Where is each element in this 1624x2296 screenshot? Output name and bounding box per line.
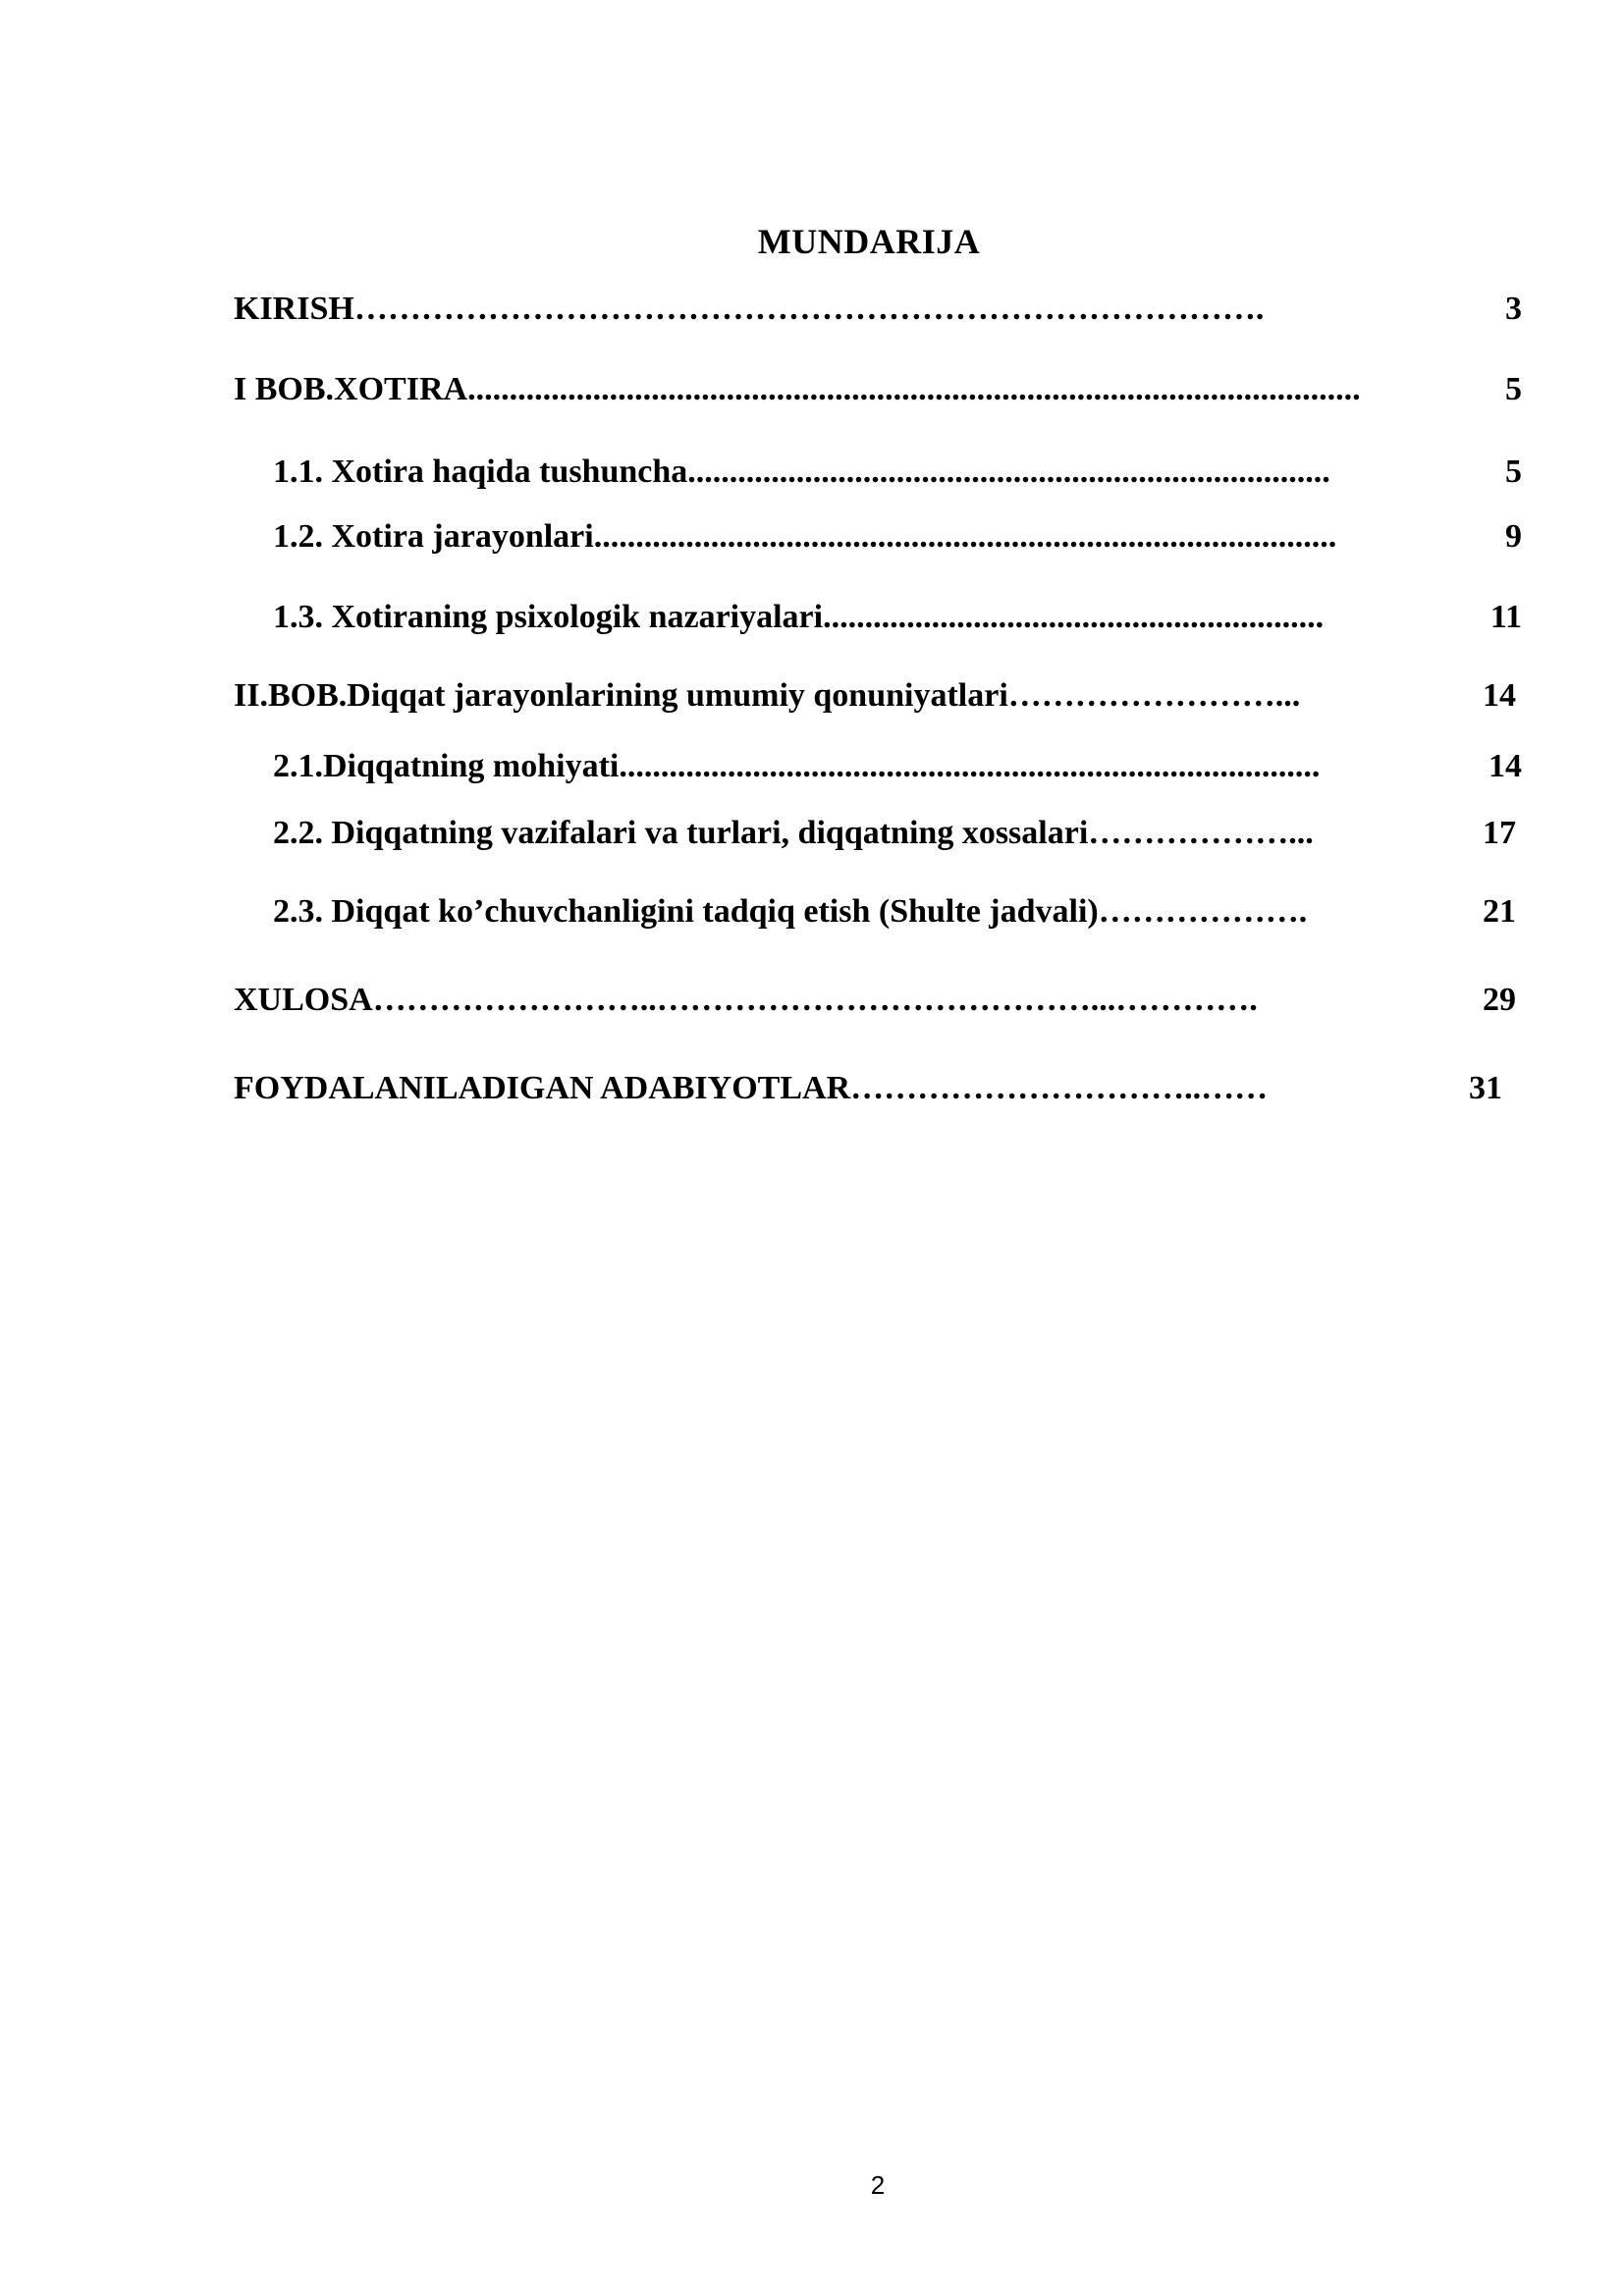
toc-entry-leader: ………………………………………………………………………. — [353, 291, 1265, 327]
toc-entry-section-2-3 — [273, 889, 1516, 934]
toc-entry-conclusion — [234, 978, 1516, 1023]
toc-entry-section-2-1 — [273, 744, 1522, 789]
toc-entry-page: 11 — [1489, 599, 1522, 635]
toc-entry-section-1-1 — [273, 450, 1522, 495]
toc-entry-page: 14 — [1483, 677, 1516, 714]
toc-entry-page: 17 — [1483, 815, 1516, 851]
toc-entry-page: 9 — [1505, 518, 1522, 555]
toc-entry-references — [234, 1066, 1502, 1111]
toc-entry-kirish — [234, 287, 1522, 332]
toc-entry-page: 21 — [1483, 893, 1516, 930]
toc-entry-leader: ……………………... — [1007, 677, 1301, 714]
toc-entry-label: FOYDALANILADIGAN ADABIYOTLAR — [234, 1070, 851, 1106]
toc-entry-label: I BOB.XOTIRA — [234, 371, 468, 407]
toc-entry-chapter-2 — [234, 673, 1516, 719]
toc-entry-leader: ......................................................................................... — [593, 518, 1337, 555]
toc-entry-label: II.BOB.Diqqat jarayonlarining umumiy qonuniyatlari — [234, 677, 1008, 714]
toc-entry-leader: ............................................................ — [823, 599, 1325, 635]
toc-entry-leader: ........................................................................................................... — [467, 371, 1361, 407]
toc-entry-section-1-2 — [273, 514, 1522, 560]
toc-entry-page: 3 — [1505, 291, 1522, 327]
toc-entry-section-2-2 — [273, 811, 1516, 856]
page-number: 2 — [870, 2170, 886, 2200]
toc-entry-label: XULOSA — [234, 982, 373, 1018]
toc-entry-page: 14 — [1489, 748, 1522, 784]
toc-entry-section-1-3 — [273, 595, 1522, 640]
toc-entry-leader: .................................................................................... — [619, 748, 1321, 784]
toc-entry-leader: …………………………..…… — [850, 1070, 1269, 1106]
toc-entry-leader: ………………... — [1088, 815, 1314, 851]
toc-entry-label: 1.1. Xotira haqida tushuncha — [273, 454, 688, 490]
toc-entry-label: 1.3. Xotiraning psixologik nazariyalari — [273, 599, 824, 635]
toc-entry-page: 5 — [1505, 371, 1522, 407]
toc-entry-page: 5 — [1505, 454, 1522, 490]
toc-entry-page: 29 — [1483, 982, 1516, 1018]
toc-entry-label: KIRISH — [234, 291, 354, 327]
toc-entry-page: 31 — [1469, 1070, 1502, 1106]
toc-entry-label: 2.3. Diqqat ko’chuvchanligini tadqiq etish (Shulte jadvali) — [273, 893, 1099, 930]
toc-title: MUNDARIJA — [757, 222, 981, 261]
toc-entry-label: 2.2. Diqqatning vazifalari va turlari, diqqatning xossalari — [273, 815, 1089, 851]
toc-entry-leader: ……………………..…………………………………...…………. — [372, 982, 1258, 1018]
toc-entry-label: 2.1.Diqqatning mohiyati — [273, 748, 620, 784]
toc-entry-chapter-1 — [234, 367, 1522, 412]
toc-entry-leader: ............................................................................. — [687, 454, 1330, 490]
toc-entry-label: 1.2. Xotira jarayonlari — [273, 518, 594, 555]
toc-entry-leader: ………………. — [1098, 893, 1308, 930]
